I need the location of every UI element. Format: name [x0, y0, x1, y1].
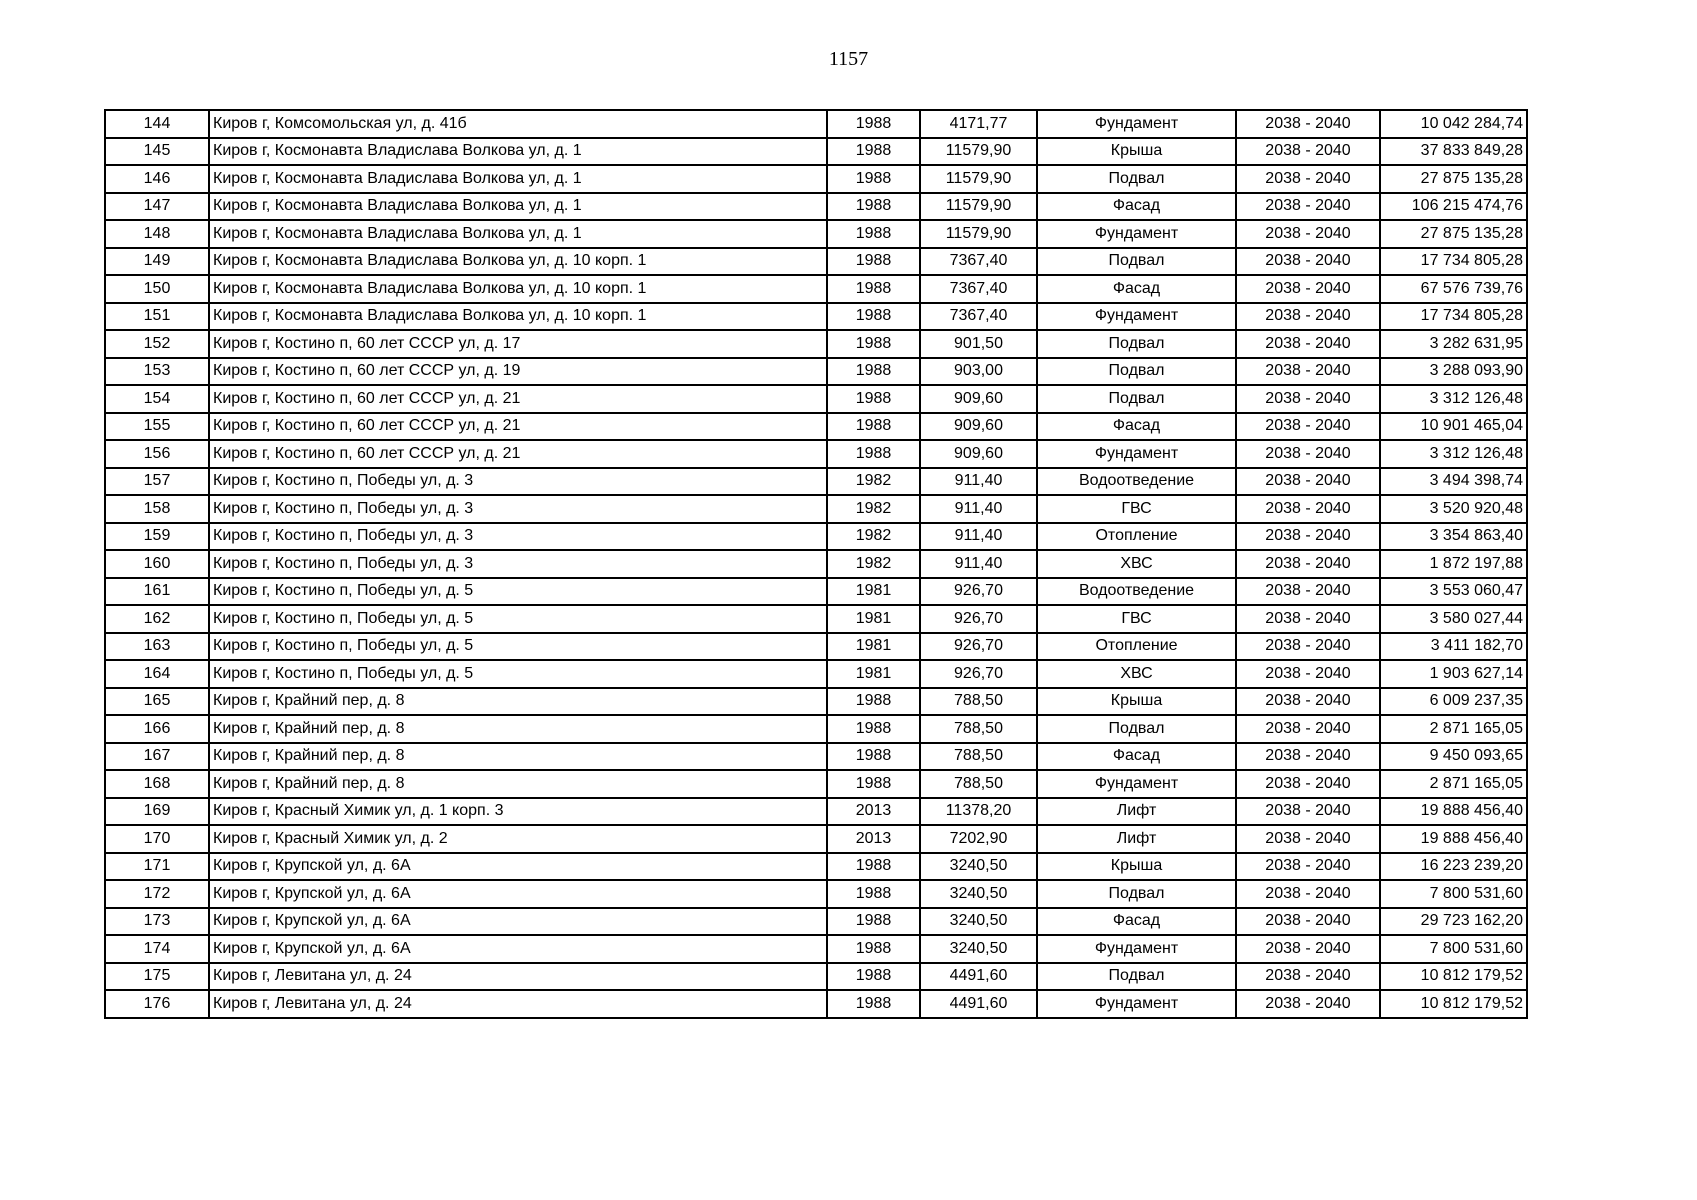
- address-cell: Киров г, Костино п, 60 лет СССР ул, д. 21: [209, 440, 827, 468]
- row-number: 164: [105, 660, 209, 688]
- area-cell: 909,60: [920, 413, 1037, 441]
- row-number: 160: [105, 550, 209, 578]
- period-cell: 2038 - 2040: [1236, 880, 1380, 908]
- period-cell: 2038 - 2040: [1236, 275, 1380, 303]
- period-cell: 2038 - 2040: [1236, 440, 1380, 468]
- cost-cell: 27 875 135,28: [1380, 165, 1527, 193]
- period-cell: 2038 - 2040: [1236, 303, 1380, 331]
- work-type-cell: Лифт: [1037, 798, 1236, 826]
- address-cell: Киров г, Костино п, Победы ул, д. 3: [209, 468, 827, 496]
- cost-cell: 16 223 239,20: [1380, 853, 1527, 881]
- row-number: 159: [105, 523, 209, 551]
- address-cell: Киров г, Космонавта Владислава Волкова ул, д. 10 корп. 1: [209, 275, 827, 303]
- work-type-cell: Подвал: [1037, 165, 1236, 193]
- address-cell: Киров г, Костино п, Победы ул, д. 5: [209, 633, 827, 661]
- row-number: 144: [105, 110, 209, 138]
- year-cell: 1988: [827, 385, 920, 413]
- table-row: [105, 220, 1527, 248]
- period-cell: 2038 - 2040: [1236, 743, 1380, 771]
- year-cell: 1982: [827, 468, 920, 496]
- period-cell: 2038 - 2040: [1236, 908, 1380, 936]
- table-body: [105, 110, 1527, 1018]
- period-cell: 2038 - 2040: [1236, 990, 1380, 1018]
- row-number: 148: [105, 220, 209, 248]
- period-cell: 2038 - 2040: [1236, 523, 1380, 551]
- row-number: 151: [105, 303, 209, 331]
- table-row: [105, 468, 1527, 496]
- row-number: 162: [105, 605, 209, 633]
- cost-cell: 106 215 474,76: [1380, 193, 1527, 221]
- period-cell: 2038 - 2040: [1236, 413, 1380, 441]
- work-type-cell: Фасад: [1037, 275, 1236, 303]
- period-cell: 2038 - 2040: [1236, 385, 1380, 413]
- area-cell: 3240,50: [920, 908, 1037, 936]
- table-row: [105, 825, 1527, 853]
- year-cell: 1988: [827, 165, 920, 193]
- area-cell: 7367,40: [920, 303, 1037, 331]
- address-cell: Киров г, Космонавта Владислава Волкова ул, д. 1: [209, 220, 827, 248]
- address-cell: Киров г, Космонавта Владислава Волкова ул, д. 10 корп. 1: [209, 303, 827, 331]
- row-number: 165: [105, 688, 209, 716]
- cost-cell: 10 042 284,74: [1380, 110, 1527, 138]
- row-number: 150: [105, 275, 209, 303]
- year-cell: 1981: [827, 578, 920, 606]
- table-row: [105, 770, 1527, 798]
- cost-cell: 17 734 805,28: [1380, 248, 1527, 276]
- work-type-cell: Фундамент: [1037, 990, 1236, 1018]
- table-row: [105, 495, 1527, 523]
- area-cell: 4491,60: [920, 990, 1037, 1018]
- area-cell: 911,40: [920, 523, 1037, 551]
- cost-cell: 3 312 126,48: [1380, 385, 1527, 413]
- row-number: 168: [105, 770, 209, 798]
- year-cell: 1982: [827, 523, 920, 551]
- area-cell: 4491,60: [920, 963, 1037, 991]
- cost-cell: 1 872 197,88: [1380, 550, 1527, 578]
- cost-cell: 10 901 465,04: [1380, 413, 1527, 441]
- work-type-cell: Фасад: [1037, 908, 1236, 936]
- area-cell: 926,70: [920, 633, 1037, 661]
- address-cell: Киров г, Красный Химик ул, д. 1 корп. 3: [209, 798, 827, 826]
- table-row: [105, 688, 1527, 716]
- cost-cell: 19 888 456,40: [1380, 825, 1527, 853]
- work-type-cell: Фундамент: [1037, 303, 1236, 331]
- work-type-cell: Фасад: [1037, 413, 1236, 441]
- period-cell: 2038 - 2040: [1236, 358, 1380, 386]
- year-cell: 1988: [827, 303, 920, 331]
- address-cell: Киров г, Комсомольская ул, д. 41б: [209, 110, 827, 138]
- table-row: [105, 935, 1527, 963]
- cost-cell: 2 871 165,05: [1380, 770, 1527, 798]
- address-cell: Киров г, Космонавта Владислава Волкова ул, д. 1: [209, 138, 827, 166]
- work-type-cell: Крыша: [1037, 688, 1236, 716]
- address-cell: Киров г, Красный Химик ул, д. 2: [209, 825, 827, 853]
- address-cell: Киров г, Левитана ул, д. 24: [209, 963, 827, 991]
- year-cell: 1988: [827, 853, 920, 881]
- area-cell: 3240,50: [920, 935, 1037, 963]
- cost-cell: 17 734 805,28: [1380, 303, 1527, 331]
- table-row: [105, 578, 1527, 606]
- period-cell: 2038 - 2040: [1236, 165, 1380, 193]
- table-row: [105, 660, 1527, 688]
- period-cell: 2038 - 2040: [1236, 825, 1380, 853]
- period-cell: 2038 - 2040: [1236, 633, 1380, 661]
- row-number: 157: [105, 468, 209, 496]
- work-type-cell: Фундамент: [1037, 770, 1236, 798]
- year-cell: 1988: [827, 908, 920, 936]
- area-cell: 911,40: [920, 550, 1037, 578]
- area-cell: 11579,90: [920, 165, 1037, 193]
- table-row: [105, 550, 1527, 578]
- table-row: [105, 193, 1527, 221]
- row-number: 173: [105, 908, 209, 936]
- row-number: 176: [105, 990, 209, 1018]
- work-type-cell: Фундамент: [1037, 440, 1236, 468]
- period-cell: 2038 - 2040: [1236, 468, 1380, 496]
- area-cell: 3240,50: [920, 853, 1037, 881]
- cost-cell: 7 800 531,60: [1380, 935, 1527, 963]
- area-cell: 11579,90: [920, 193, 1037, 221]
- area-cell: 911,40: [920, 495, 1037, 523]
- year-cell: 1988: [827, 358, 920, 386]
- cost-cell: 37 833 849,28: [1380, 138, 1527, 166]
- row-number: 163: [105, 633, 209, 661]
- work-type-cell: Водоотведение: [1037, 468, 1236, 496]
- area-cell: 901,50: [920, 330, 1037, 358]
- year-cell: 1982: [827, 495, 920, 523]
- period-cell: 2038 - 2040: [1236, 605, 1380, 633]
- cost-cell: 9 450 093,65: [1380, 743, 1527, 771]
- period-cell: 2038 - 2040: [1236, 660, 1380, 688]
- area-cell: 788,50: [920, 715, 1037, 743]
- cost-cell: 19 888 456,40: [1380, 798, 1527, 826]
- work-type-cell: Подвал: [1037, 358, 1236, 386]
- row-number: 146: [105, 165, 209, 193]
- work-type-cell: Фундамент: [1037, 935, 1236, 963]
- address-cell: Киров г, Космонавта Владислава Волкова ул, д. 1: [209, 165, 827, 193]
- year-cell: 1988: [827, 935, 920, 963]
- address-cell: Киров г, Костино п, Победы ул, д. 3: [209, 550, 827, 578]
- area-cell: 788,50: [920, 743, 1037, 771]
- cost-cell: 3 354 863,40: [1380, 523, 1527, 551]
- work-type-cell: Лифт: [1037, 825, 1236, 853]
- address-cell: Киров г, Костино п, 60 лет СССР ул, д. 21: [209, 385, 827, 413]
- table-row: [105, 385, 1527, 413]
- year-cell: 1981: [827, 633, 920, 661]
- address-cell: Киров г, Космонавта Владислава Волкова ул, д. 10 корп. 1: [209, 248, 827, 276]
- year-cell: 1988: [827, 193, 920, 221]
- row-number: 145: [105, 138, 209, 166]
- row-number: 158: [105, 495, 209, 523]
- address-cell: Киров г, Левитана ул, д. 24: [209, 990, 827, 1018]
- address-cell: Киров г, Крупской ул, д. 6А: [209, 880, 827, 908]
- area-cell: 909,60: [920, 385, 1037, 413]
- row-number: 155: [105, 413, 209, 441]
- table-row: [105, 248, 1527, 276]
- cost-cell: 10 812 179,52: [1380, 990, 1527, 1018]
- area-cell: 788,50: [920, 688, 1037, 716]
- work-type-cell: Фасад: [1037, 743, 1236, 771]
- year-cell: 1988: [827, 275, 920, 303]
- area-cell: 903,00: [920, 358, 1037, 386]
- cost-cell: 3 494 398,74: [1380, 468, 1527, 496]
- page-number: 1157: [828, 48, 869, 70]
- period-cell: 2038 - 2040: [1236, 798, 1380, 826]
- work-type-cell: Подвал: [1037, 715, 1236, 743]
- year-cell: 1988: [827, 248, 920, 276]
- year-cell: 1988: [827, 440, 920, 468]
- year-cell: 1988: [827, 963, 920, 991]
- period-cell: 2038 - 2040: [1236, 688, 1380, 716]
- address-cell: Киров г, Костино п, 60 лет СССР ул, д. 19: [209, 358, 827, 386]
- area-cell: 11579,90: [920, 138, 1037, 166]
- area-cell: 11378,20: [920, 798, 1037, 826]
- area-cell: 11579,90: [920, 220, 1037, 248]
- period-cell: 2038 - 2040: [1236, 550, 1380, 578]
- address-cell: Киров г, Крайний пер, д. 8: [209, 743, 827, 771]
- work-type-cell: ГВС: [1037, 495, 1236, 523]
- address-cell: Киров г, Костино п, Победы ул, д. 5: [209, 660, 827, 688]
- cost-cell: 6 009 237,35: [1380, 688, 1527, 716]
- period-cell: 2038 - 2040: [1236, 110, 1380, 138]
- table-row: [105, 138, 1527, 166]
- address-cell: Киров г, Крайний пер, д. 8: [209, 715, 827, 743]
- area-cell: 7367,40: [920, 248, 1037, 276]
- year-cell: 1988: [827, 743, 920, 771]
- row-number: 152: [105, 330, 209, 358]
- address-cell: Киров г, Костино п, Победы ул, д. 5: [209, 605, 827, 633]
- address-cell: Киров г, Костино п, 60 лет СССР ул, д. 21: [209, 413, 827, 441]
- area-cell: 4171,77: [920, 110, 1037, 138]
- address-cell: Киров г, Костино п, Победы ул, д. 5: [209, 578, 827, 606]
- table-row: [105, 275, 1527, 303]
- year-cell: 1981: [827, 605, 920, 633]
- period-cell: 2038 - 2040: [1236, 220, 1380, 248]
- area-cell: 788,50: [920, 770, 1037, 798]
- work-type-cell: Фундамент: [1037, 110, 1236, 138]
- table-row: [105, 358, 1527, 386]
- year-cell: 1988: [827, 413, 920, 441]
- row-number: 161: [105, 578, 209, 606]
- work-type-cell: Подвал: [1037, 880, 1236, 908]
- year-cell: 1988: [827, 110, 920, 138]
- cost-cell: 3 580 027,44: [1380, 605, 1527, 633]
- row-number: 172: [105, 880, 209, 908]
- cost-cell: 27 875 135,28: [1380, 220, 1527, 248]
- cost-cell: 3 553 060,47: [1380, 578, 1527, 606]
- address-cell: Киров г, Крупской ул, д. 6А: [209, 908, 827, 936]
- cost-cell: 3 520 920,48: [1380, 495, 1527, 523]
- work-type-cell: ГВС: [1037, 605, 1236, 633]
- address-cell: Киров г, Крупской ул, д. 6А: [209, 935, 827, 963]
- period-cell: 2038 - 2040: [1236, 495, 1380, 523]
- period-cell: 2038 - 2040: [1236, 578, 1380, 606]
- row-number: 147: [105, 193, 209, 221]
- cost-cell: 7 800 531,60: [1380, 880, 1527, 908]
- period-cell: 2038 - 2040: [1236, 935, 1380, 963]
- row-number: 171: [105, 853, 209, 881]
- address-cell: Киров г, Крайний пер, д. 8: [209, 770, 827, 798]
- row-number: 169: [105, 798, 209, 826]
- work-type-cell: ХВС: [1037, 550, 1236, 578]
- year-cell: 1988: [827, 138, 920, 166]
- work-type-cell: Подвал: [1037, 248, 1236, 276]
- period-cell: 2038 - 2040: [1236, 193, 1380, 221]
- table-row: [105, 880, 1527, 908]
- cost-cell: 3 312 126,48: [1380, 440, 1527, 468]
- address-cell: Киров г, Костино п, Победы ул, д. 3: [209, 495, 827, 523]
- row-number: 153: [105, 358, 209, 386]
- area-cell: 7202,90: [920, 825, 1037, 853]
- area-cell: 7367,40: [920, 275, 1037, 303]
- cost-cell: 3 288 093,90: [1380, 358, 1527, 386]
- work-type-cell: Водоотведение: [1037, 578, 1236, 606]
- cost-cell: 29 723 162,20: [1380, 908, 1527, 936]
- work-type-cell: Подвал: [1037, 963, 1236, 991]
- year-cell: 1981: [827, 660, 920, 688]
- table-row: [105, 963, 1527, 991]
- area-cell: 909,60: [920, 440, 1037, 468]
- work-type-cell: Фасад: [1037, 193, 1236, 221]
- period-cell: 2038 - 2040: [1236, 248, 1380, 276]
- year-cell: 1988: [827, 688, 920, 716]
- table-row: [105, 853, 1527, 881]
- year-cell: 2013: [827, 798, 920, 826]
- year-cell: 1982: [827, 550, 920, 578]
- cost-cell: 2 871 165,05: [1380, 715, 1527, 743]
- row-number: 166: [105, 715, 209, 743]
- cost-cell: 3 411 182,70: [1380, 633, 1527, 661]
- row-number: 170: [105, 825, 209, 853]
- table-row: [105, 440, 1527, 468]
- address-cell: Киров г, Костино п, 60 лет СССР ул, д. 17: [209, 330, 827, 358]
- work-type-cell: Крыша: [1037, 138, 1236, 166]
- work-type-cell: Подвал: [1037, 385, 1236, 413]
- period-cell: 2038 - 2040: [1236, 330, 1380, 358]
- row-number: 167: [105, 743, 209, 771]
- table-row: [105, 605, 1527, 633]
- period-cell: 2038 - 2040: [1236, 770, 1380, 798]
- table-row: [105, 633, 1527, 661]
- table-row: [105, 798, 1527, 826]
- address-cell: Киров г, Космонавта Владислава Волкова ул, д. 1: [209, 193, 827, 221]
- area-cell: 3240,50: [920, 880, 1037, 908]
- work-type-cell: ХВС: [1037, 660, 1236, 688]
- address-cell: Киров г, Крупской ул, д. 6А: [209, 853, 827, 881]
- year-cell: 1988: [827, 715, 920, 743]
- row-number: 174: [105, 935, 209, 963]
- table-row: [105, 908, 1527, 936]
- year-cell: 1988: [827, 880, 920, 908]
- table-row: [105, 523, 1527, 551]
- year-cell: 1988: [827, 220, 920, 248]
- period-cell: 2038 - 2040: [1236, 963, 1380, 991]
- table-row: [105, 413, 1527, 441]
- year-cell: 1988: [827, 770, 920, 798]
- year-cell: 2013: [827, 825, 920, 853]
- work-type-cell: Фундамент: [1037, 220, 1236, 248]
- area-cell: 926,70: [920, 660, 1037, 688]
- table-row: [105, 110, 1527, 138]
- table-row: [105, 303, 1527, 331]
- year-cell: 1988: [827, 990, 920, 1018]
- repair-schedule-table: [104, 109, 1528, 1019]
- period-cell: 2038 - 2040: [1236, 138, 1380, 166]
- work-type-cell: Отопление: [1037, 633, 1236, 661]
- table-row: [105, 165, 1527, 193]
- work-type-cell: Крыша: [1037, 853, 1236, 881]
- table-row: [105, 715, 1527, 743]
- cost-cell: 67 576 739,76: [1380, 275, 1527, 303]
- row-number: 156: [105, 440, 209, 468]
- table-row: [105, 330, 1527, 358]
- period-cell: 2038 - 2040: [1236, 853, 1380, 881]
- work-type-cell: Отопление: [1037, 523, 1236, 551]
- area-cell: 926,70: [920, 578, 1037, 606]
- row-number: 154: [105, 385, 209, 413]
- period-cell: 2038 - 2040: [1236, 715, 1380, 743]
- cost-cell: 3 282 631,95: [1380, 330, 1527, 358]
- row-number: 175: [105, 963, 209, 991]
- area-cell: 926,70: [920, 605, 1037, 633]
- address-cell: Киров г, Костино п, Победы ул, д. 3: [209, 523, 827, 551]
- cost-cell: 10 812 179,52: [1380, 963, 1527, 991]
- work-type-cell: Подвал: [1037, 330, 1236, 358]
- address-cell: Киров г, Крайний пер, д. 8: [209, 688, 827, 716]
- table-row: [105, 990, 1527, 1018]
- row-number: 149: [105, 248, 209, 276]
- table-row: [105, 743, 1527, 771]
- cost-cell: 1 903 627,14: [1380, 660, 1527, 688]
- area-cell: 911,40: [920, 468, 1037, 496]
- year-cell: 1988: [827, 330, 920, 358]
